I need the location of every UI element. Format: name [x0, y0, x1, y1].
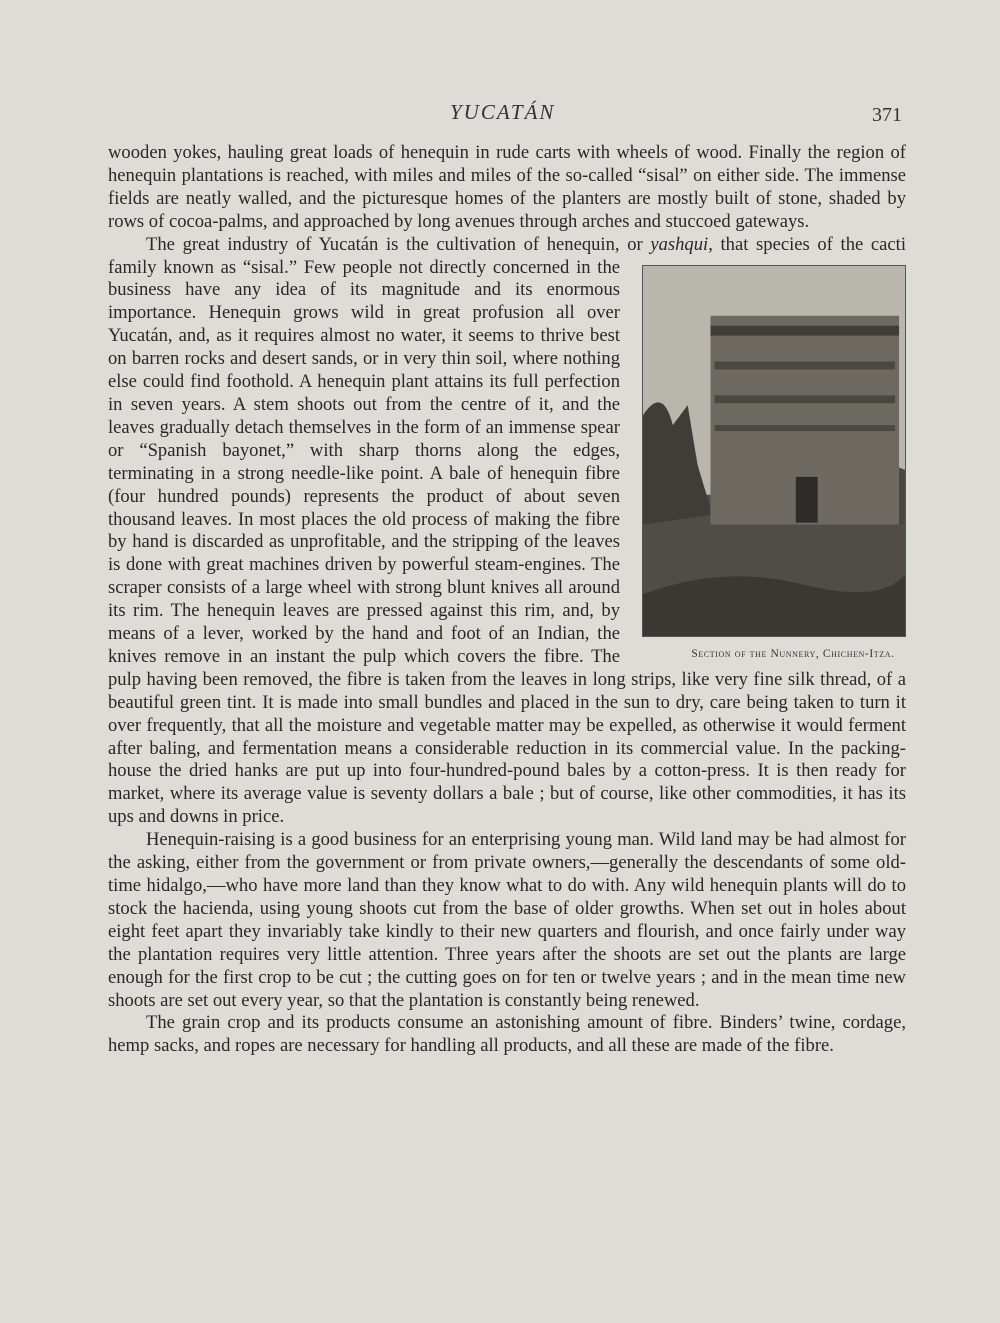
paragraph-3: Henequin-raising is a good business for an enterprising young man. Wild land may be had almost for the asking, either from the government or from private owners,—generally the descendants of some old-time hidalgo,—who have more land than they know what to do with. Any wild henequin plants will do to stock the hacienda, using young shoots cut from the base of older growths. When set out in holes about eight feet apart they invariably take kindly to their new quarters and flourish, and once fairly under way the plantation requires very little attention. Three years after the shoots are set out the plants are large enough for the first crop to be cut ; the cutting goes on for ten or twelve years ; and in the mean time new shoots are set out every year, so that the plantation is constantly being renewed. [108, 829, 906, 1011]
figure [642, 265, 906, 661]
italic-term: yashqui [650, 233, 709, 255]
figure-caption: Section of the Nunnery, Chichen-Itza. [691, 647, 895, 660]
photo-cornice-3 [714, 425, 895, 431]
photo-doorway [796, 476, 818, 522]
paragraph-2 [108, 234, 906, 830]
page-number: 371 [872, 104, 902, 126]
paragraph-2-rest: , that species of the cacti family known as “sisal.” Few people not directly concerned in the business have any idea of its magnitude and its enormous importance. Henequin grows wild in great profusion all over Yucatán, and, as it requires almost no water, it seems to thrive best on barren rocks and desert sands, or in very thin soil, where nothing else could find foothold. A henequin plant attains its full perfection in seven years. A stem shoots out from the centre of it, and the leaves gradually detach themselves in the form of an immense spear or “Spanish bayonet,” with sharp thorns along the edges, terminating in a strong needle-like point. A bale of henequin fibre (four hundred pounds) represents the product of about seven thousand leaves. In most places the old process of making the fibre by hand is discarded as unprofitable, and the stripping of the leaves is done with great machines driven by powerful steam-engines. The scraper consists of a large wheel with strong blunt knives all around its rim. The henequin leaves are pressed against this rim, and, by means of a lever, worked by the hand and foot of an Indian, the knives remove in an instant the pulp which covers the fibre. The pulp having been removed, the fibre is taken from the leaves in long strips, like very fine silk thread, of a beautiful green tint. It is made into small bundles and placed in the sun to dry, care being taken to turn it over frequently, that all the moisture and vegetable matter may be expelled, as otherwise it would ferment after baling, and fermentation means a considerable reduction in its commercial value. In the packing-house the dried hanks are put up into four-hundred-pound bales by a cotton-press. It is then ready for market, where its average value is seventy dollars a bale ; but of course, like other commodities, it has its ups and downs in price. [108, 233, 906, 828]
paragraph-4: The grain crop and its products consume an astonishing amount of fibre. Binders’ twine, cordage, hemp sacks, and ropes are necessary for handling all products, and all these are made of the fibre. [108, 1012, 906, 1057]
nunnery-photograph [642, 265, 906, 637]
paragraph-1: wooden yokes, hauling great loads of henequin in rude carts with wheels of wood. Finally the region of henequin plantations is reached, with miles and miles of the so-called “sisal” on either side. The immense fields are neatly walled, and the picturesque homes of the planters are mostly built of stone, shaded by rows of cocoa-palms, and approached by long avenues through arches and stuccoed gateways. [108, 142, 906, 232]
photo-cornice-2 [714, 395, 895, 403]
photo-cornice [714, 361, 895, 369]
photo-frieze-top [710, 325, 899, 335]
body-text [108, 142, 906, 1058]
running-title: YUCATÁN [450, 100, 556, 124]
paragraph-2-start: The great industry of Yucatán is the cultivation of henequin, or [146, 233, 651, 255]
